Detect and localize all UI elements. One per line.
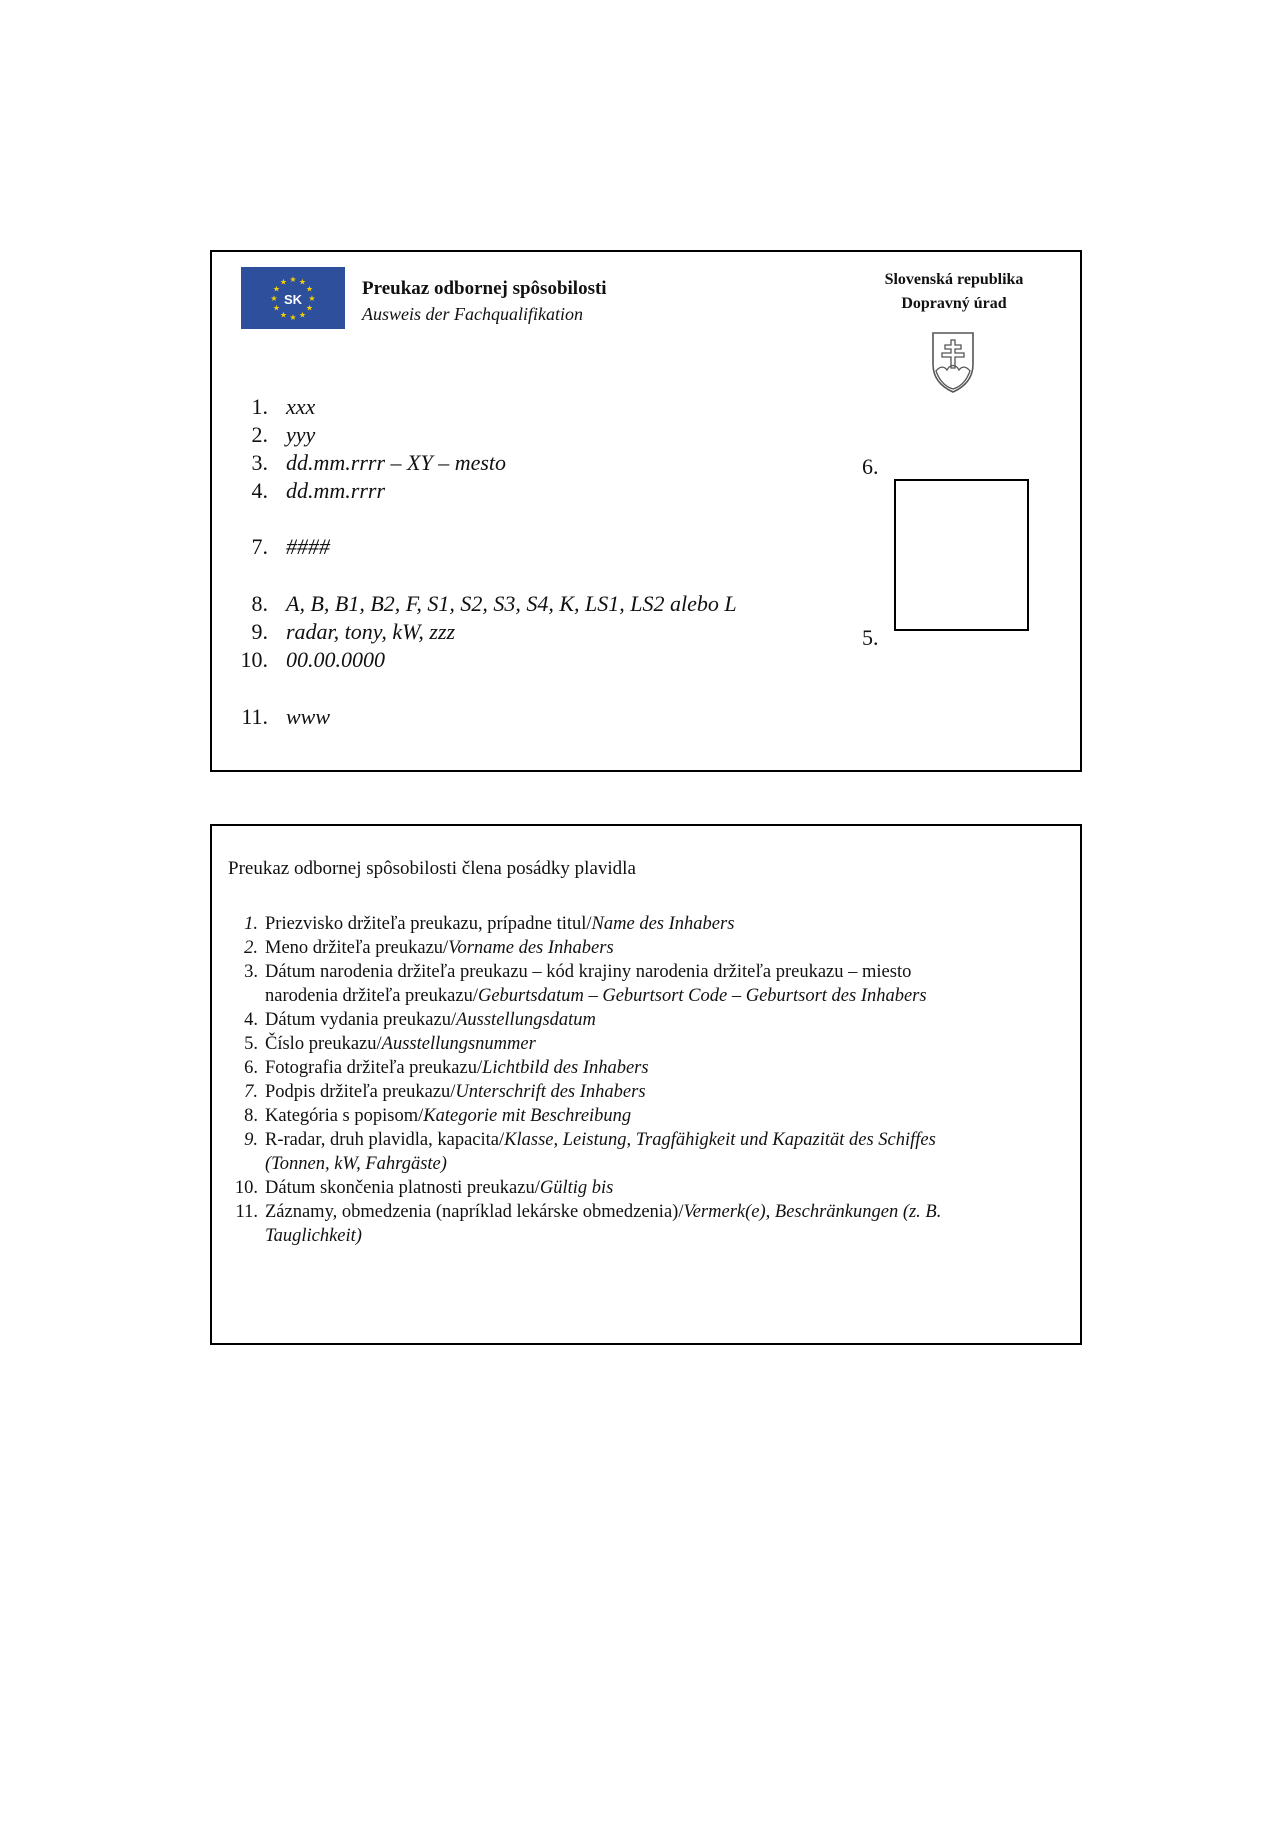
- legend-item-11: 11. Záznamy, obmedzenia (napríklad lekárske obmedzenia)/Vermerk(e), Beschränkungen (z. B. Tauglichkeit): [235, 1202, 942, 1246]
- field-10: [232, 647, 385, 673]
- field-value: xxx: [286, 394, 316, 419]
- field-number: 10.: [240, 647, 268, 672]
- back-title: Preukaz odbornej spôsobilosti člena posádky plavidla: [228, 858, 636, 879]
- field-number: 8.: [251, 591, 268, 616]
- legend-item-9: 9. R-radar, druh plavidla, kapacita/Klasse, Leistung, Tragfähigkeit und Kapazität des Schiffes (Tonnen, kW, Fahrgäste): [244, 1130, 936, 1174]
- photo-label: 6.: [862, 454, 879, 479]
- field-number: 11.: [241, 704, 268, 729]
- eu-star-icon: ★: [305, 303, 314, 313]
- eu-flag: [241, 267, 345, 329]
- field-number: 4.: [251, 478, 268, 503]
- issuing-authority: [864, 268, 1044, 316]
- field-3: [232, 450, 507, 476]
- field-number: 7.: [251, 534, 268, 559]
- card-title: [362, 278, 607, 325]
- field-value: radar, tony, kW, zzz: [286, 619, 456, 644]
- eu-stars-icon: [241, 267, 345, 329]
- legend-item-8: 8. Kategória s popisom/Kategorie mit Beschreibung: [244, 1106, 632, 1126]
- field-value: yyy: [286, 422, 316, 447]
- field-value: A, B, B1, B2, F, S1, S2, S3, S4, K, LS1, LS2 alebo L: [286, 591, 737, 616]
- authority-office: Dopravný úrad: [901, 295, 1007, 312]
- eu-star-icon: ★: [270, 294, 278, 303]
- field-value: www: [286, 704, 331, 729]
- eu-star-icon: ★: [305, 284, 314, 294]
- legend-item-3: 3. Dátum narodenia držiteľa preukazu – kód krajiny narodenia držiteľa preukazu – miesto narodenia držiteľa preukazu/Geburtsdatum – Geburtsort Code – Geburtsort des Inhabers: [244, 962, 927, 1006]
- eu-star-icon: ★: [298, 310, 307, 320]
- title-german: Ausweis der Fachqualifikation: [362, 304, 583, 324]
- field-value: dd.mm.rrrr – XY – mesto: [286, 450, 507, 475]
- legend-item-7: 7. Podpis držiteľa preukazu/Unterschrift des Inhabers: [244, 1082, 646, 1102]
- field-2: [232, 422, 316, 448]
- flag-country-code: SK: [283, 292, 303, 307]
- field-9: [232, 619, 456, 645]
- card-front: [210, 250, 1082, 772]
- legend-item-4: 4. Dátum vydania preukazu/Ausstellungsdatum: [244, 1010, 596, 1030]
- field-4: [232, 478, 386, 504]
- eu-star-icon: ★: [308, 294, 316, 303]
- legend-item-6: 6. Fotografia držiteľa preukazu/Lichtbild des Inhabers: [244, 1058, 649, 1078]
- field-8: [232, 591, 737, 617]
- field-value: ####: [286, 534, 330, 559]
- eu-star-icon: ★: [289, 275, 297, 284]
- field-7: [232, 534, 330, 560]
- eu-star-icon: ★: [279, 310, 288, 320]
- field-number: 1.: [251, 394, 268, 419]
- eu-star-icon: ★: [289, 313, 297, 322]
- field-1: [232, 394, 316, 420]
- slovak-coat-of-arms-icon: [930, 330, 976, 394]
- field-number: 2.: [251, 422, 268, 447]
- eu-star-icon: ★: [279, 277, 288, 287]
- card-back: [210, 824, 1082, 1345]
- authority-country: Slovenská republika: [884, 271, 1024, 288]
- legend-item-5: 5. Číslo preukazu/Ausstellungsnummer: [244, 1034, 536, 1054]
- legend-item-10: 10. Dátum skončenia platnosti preukazu/Gültig bis: [234, 1178, 614, 1198]
- eu-star-icon: ★: [298, 277, 307, 287]
- field-number: 3.: [251, 450, 268, 475]
- field-value: 00.00.0000: [286, 647, 385, 672]
- eu-star-icon: ★: [272, 284, 281, 294]
- legend-item-1: 1. Priezvisko držiteľa preukazu, prípadne titul/Name des Inhabers: [244, 914, 735, 934]
- document-number-label: 5.: [862, 625, 879, 650]
- field-number: 9.: [251, 619, 268, 644]
- legend-item-2: 2. Meno držiteľa preukazu/Vorname des Inhabers: [244, 938, 614, 958]
- field-11: [232, 704, 331, 730]
- field-value: dd.mm.rrrr: [286, 478, 386, 503]
- photo-box: [894, 479, 1029, 631]
- eu-star-icon: ★: [272, 303, 281, 313]
- field-legend: [228, 912, 1068, 1248]
- title-slovak: Preukaz odbornej spôsobilosti: [362, 278, 607, 299]
